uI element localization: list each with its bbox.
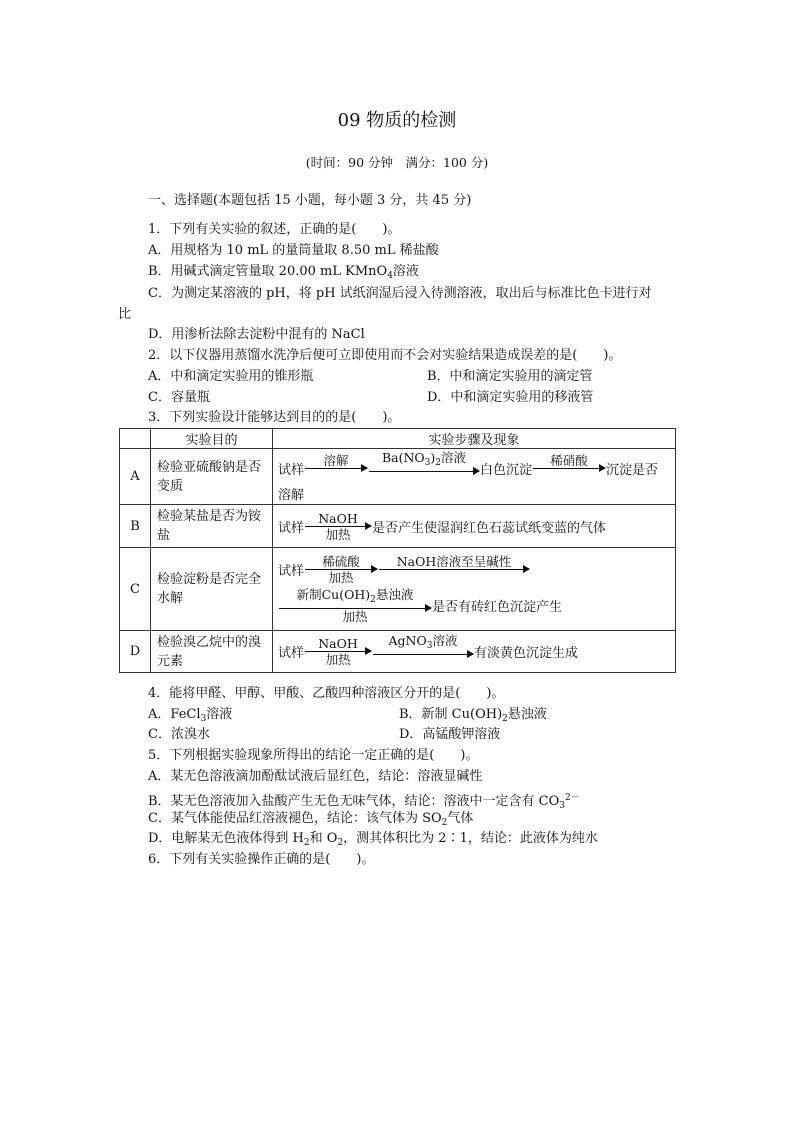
- row-steps: 试样 溶解 $Ba(NO_3)_2$溶液 白色沉淀 稀硝酸 沉淀是否 溶解: [273, 449, 676, 505]
- row-id: A: [120, 449, 151, 505]
- row-purpose: 检验某盐是否为铵盐: [151, 505, 273, 548]
- question-2-option-a: A．中和滴定实验用的锥形瓶: [148, 369, 314, 384]
- row-id: B: [120, 505, 151, 548]
- question-5-option-c: C．某气体能使品红溶液褪色，结论：该气体为 $SO_2$气体: [148, 811, 474, 828]
- question-4-option-b: B．新制 $Cu(OH)_2$悬浊液: [399, 707, 547, 724]
- question-3-stem: 3．下列实验设计能够达到目的的是( )。: [148, 410, 401, 425]
- page-title: 09 物质的检测: [337, 110, 457, 131]
- table-row: [120, 548, 676, 631]
- reaction-arrow: 新制$Cu(OH)_2$悬浊液 加热: [279, 587, 431, 624]
- experiment-table: [119, 428, 676, 673]
- reaction-flow: 新制$Cu(OH)_2$悬浊液 加热 是否有砖红色沉淀产生: [278, 587, 675, 624]
- question-2-stem: 2．以下仪器用蒸馏水洗净后便可立即使用而不会对实验结果造成误差的是( )。: [148, 348, 622, 363]
- question-4-option-c: C．浓溴水: [148, 727, 210, 742]
- question-5-stem: 5．下列根据实验现象所得出的结论一定正确的是( )。: [148, 748, 479, 763]
- reaction-arrow: NaOH 加热: [305, 636, 371, 667]
- question-1-stem: 1．下列有关实验的叙述，正确的是( )。: [148, 222, 401, 237]
- row-id: D: [120, 631, 151, 673]
- row-id: C: [120, 548, 151, 631]
- row-steps: [273, 505, 676, 548]
- reaction-arrow: 稀硝酸: [533, 453, 605, 484]
- question-4-stem: 4．能将甲醛、甲醇、甲酸、乙酸四种溶液区分开的是( )。: [148, 686, 505, 701]
- question-1-option-d: D．用渗析法除去淀粉中混有的 NaCl: [148, 327, 365, 342]
- row-purpose: 检验亚硫酸钠是否变质: [151, 449, 273, 505]
- reaction-flow: 试样 稀硫酸 加热 NaOH溶液至呈碱性: [278, 554, 675, 585]
- question-1-option-a: A．用规格为 10 mL 的量筒量取 8.50 mL 稀盐酸: [148, 243, 439, 258]
- table-header-purpose: 实验目的: [151, 429, 273, 449]
- reaction-flow: 试样 NaOH 加热 AgNO$_3$溶液 有淡黄色沉淀生成: [278, 633, 675, 670]
- question-6-stem: 6．下列有关实验操作正确的是( )。: [148, 852, 375, 867]
- row-purpose: 检验溴乙烷中的溴元素: [151, 631, 273, 673]
- row-purpose: 检验淀粉是否完全水解: [151, 548, 273, 631]
- reaction-arrow: 稀硫酸 加热: [305, 554, 377, 585]
- page-subtitle: (时间：90 分钟 满分：100 分): [305, 155, 489, 170]
- reaction-arrow: $Ba(NO_3)_2$溶液: [369, 450, 479, 487]
- table-row: [120, 449, 676, 505]
- question-5-option-d: D．电解某无色液体得到 $H_2$和 $O_2$，测其体积比为 2∶1，结论：此液体为纯水: [148, 831, 598, 848]
- table-row: [120, 505, 676, 548]
- question-2-option-d: D．中和滴定实验用的移液管: [427, 390, 594, 405]
- question-1-option-c-cont: 比: [118, 307, 132, 322]
- question-2-option-b: B．中和滴定实验用的滴定管: [427, 369, 593, 384]
- reaction-flow: 试样 NaOH 加热 是否产生使湿润红色石蕊试纸变蓝的气体: [278, 510, 607, 542]
- table-header-blank: [120, 429, 151, 449]
- question-1-option-c: C．为测定某溶液的 pH，将 pH 试纸润湿后浸入待测溶液，取出后与标准比色卡进行对: [148, 286, 652, 301]
- table-header-steps: 实验步骤及现象: [273, 429, 676, 449]
- reaction-flow: 试样 溶解 $Ba(NO_3)_2$溶液 白色沉淀 稀硝酸 沉淀是否: [278, 450, 675, 487]
- question-5-option-a: A．某无色溶液滴加酚酞试液后显红色，结论：溶液显碱性: [148, 769, 483, 784]
- question-1-option-b: B．用碱式滴定管量取 20.00 mL KMnO$_4$溶液: [148, 264, 419, 281]
- question-2-option-c: C．容量瓶: [148, 390, 210, 405]
- row-steps: [273, 548, 676, 631]
- row-steps: [273, 631, 676, 673]
- table-header-row: [120, 429, 676, 449]
- section-heading: 一、选择题(本题包括 15 小题，每小题 3 分，共 45 分): [148, 193, 472, 208]
- reaction-arrow: AgNO$_3$溶液: [373, 633, 473, 670]
- reaction-arrow: 溶解: [305, 453, 367, 484]
- reaction-arrow: NaOH 加热: [305, 511, 371, 542]
- question-4-option-a: A．FeCl$_3$溶液: [148, 707, 233, 724]
- reaction-arrow: NaOH溶液至呈碱性: [379, 554, 529, 585]
- question-4-option-d: D．高锰酸钾溶液: [399, 727, 501, 742]
- table-row: [120, 631, 676, 673]
- question-5-option-b: B．某无色溶液加入盐酸产生无色无味气体，结论：溶液中一定含有 $CO_3^{2-}$: [148, 793, 580, 811]
